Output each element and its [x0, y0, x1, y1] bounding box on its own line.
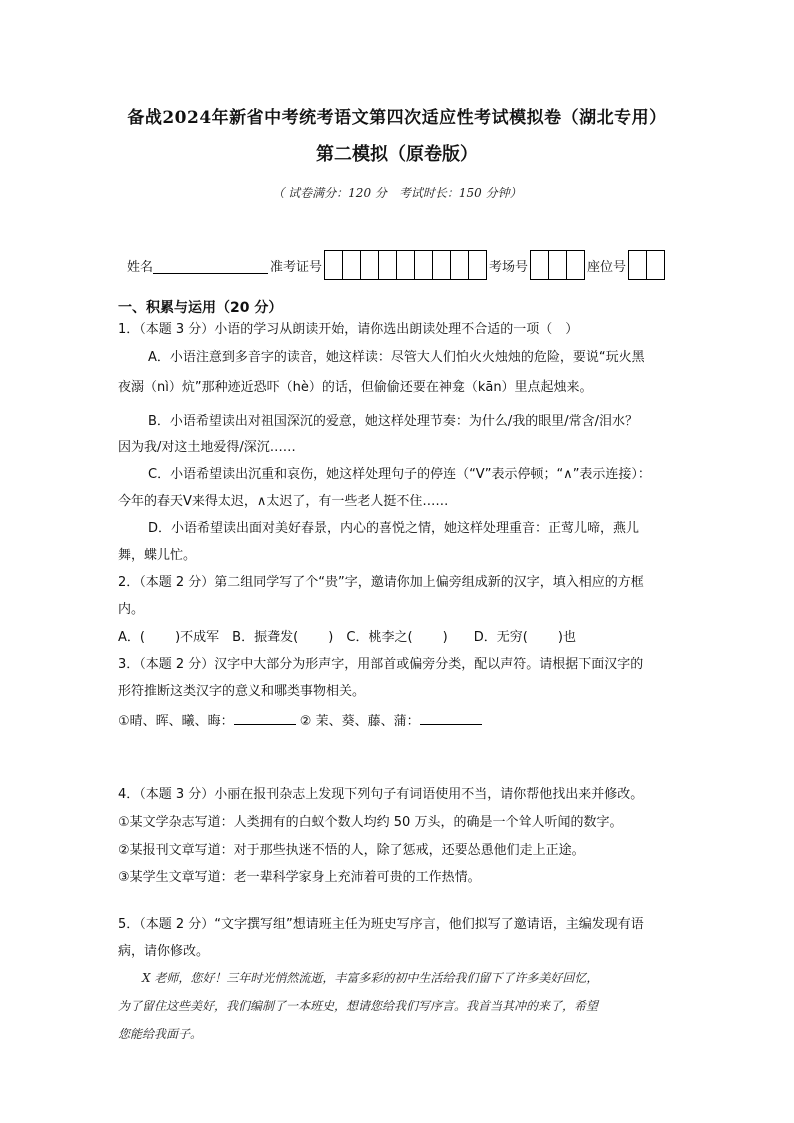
q1-option-c-line2: 今年的春天V来得太迟，∧太迟了，有一些老人挺不住……: [118, 494, 449, 509]
q1-option-d-line2: 舞，蝶儿忙。: [118, 548, 197, 563]
q5-letter-line1: X 老师，您好！三年时光悄然流逝，丰富多彩的初中生活给我们留下了许多美好回忆，: [118, 971, 599, 985]
q3-item-1: ①晴、晖、曦、晦：: [118, 714, 234, 729]
name-label: 姓名: [127, 259, 154, 275]
q4-sentence-3: ③某学生文章写道：老一辈科学家身上充沛着可贵的工作热情。: [118, 870, 481, 885]
room-number-boxes[interactable]: [530, 250, 585, 280]
q5-letter-line3: 您能给我面子。: [118, 1027, 203, 1041]
q1-option-d-line1: D．小语希望读出面对美好春景，内心的喜悦之情，她这样处理重音：正莺儿啼，燕儿: [148, 521, 640, 536]
q5-stem-line2: 病，请你修改。: [118, 944, 210, 959]
q3-stem-line2: 形符推断这类汉字的意义和哪类事物相关。: [118, 684, 366, 699]
seat-label: 座位号: [587, 259, 627, 275]
name-field[interactable]: [153, 257, 268, 274]
ticket-number-boxes[interactable]: [324, 250, 487, 280]
section-heading: 一、积累与运用（20 分）: [118, 300, 283, 316]
q3-blank-1[interactable]: [234, 710, 296, 725]
q4-sentence-1: ①某文学杂志写道：人类拥有的白蚁个数人均约 50 万头，的确是一个耸人听闻的数字。: [118, 815, 623, 830]
seat-number-boxes[interactable]: [628, 250, 665, 280]
q2-stem-line1: 2．（本题 2 分）第二组同学写了个“贵”字，邀请你加上偏旁组成新的汉字，填入相应的方框: [118, 575, 644, 590]
q3-item-2: ② 茉、葵、藤、蒲：: [299, 714, 420, 729]
q5-letter-line2: 为了留住这些美好，我们编制了一本班史，想请您给我们写序言。我首当其冲的来了，希望: [118, 999, 599, 1013]
room-label: 考场号: [489, 259, 529, 275]
q1-option-a-line1: A．小语注意到多音字的读音，她这样读：尽管大人们怕火火烛烛的危险，要说“玩火黑: [148, 350, 645, 365]
q1-stem: 1．（本题 3 分）小语的学习从朗读开始，请你选出朗读处理不合适的一项（ ）: [118, 322, 579, 337]
ticket-label: 准考证号: [270, 259, 323, 275]
candidate-info-row: [127, 250, 667, 280]
q4-stem: 4．（本题 3 分）小丽在报刊杂志上发现下列句子有词语使用不当，请你帮他找出来并修改。: [118, 787, 644, 802]
exam-meta: （ 试卷满分：120 分 考试时长：150 分钟）: [272, 186, 522, 200]
exam-title: 备战2024年新省中考统考语文第四次适应性考试模拟卷（湖北专用）: [127, 108, 667, 128]
q1-option-b-line1: B．小语希望读出对祖国深沉的爱意，她这样处理节奏：为什么/我的眼里/常含/泪水？: [148, 414, 639, 429]
q3-blank-2[interactable]: [420, 710, 482, 725]
q2-stem-line2: 内。: [118, 602, 145, 617]
exam-subtitle: 第二模拟（原卷版）: [316, 144, 478, 165]
q5-stem-line1: 5．（本题 2 分）“文字撰写组”想请班主任为班史写序言，他们拟写了邀请语，主编发现有语: [118, 917, 644, 932]
q3-stem-line1: 3．（本题 2 分）汉字中大部分为形声字，用部首或偏旁分类，配以声符。请根据下面汉字的: [118, 657, 644, 672]
q2-options: A．( )不成军 B．振聋发( ) C．桃李之( ) D．无穷( )也: [118, 630, 577, 645]
q1-option-b-line2: 因为我/对这土地爱得/深沉……: [118, 440, 296, 455]
q3-items: [118, 710, 688, 732]
q4-sentence-2: ②某报刊文章写道：对于那些执迷不悟的人，除了惩戒，还要怂恿他们走上正途。: [118, 843, 585, 858]
q1-option-c-line1: C．小语希望读出沉重和哀伤，她这样处理句子的停连（“V”表示停顿；“∧”表示连接）：: [148, 467, 651, 482]
q1-option-a-line2: 夜溺（nì）炕”那种迹近恐吓（hè）的话，但偷偷还要在神龛（kān）里点起烛来。: [118, 380, 593, 395]
